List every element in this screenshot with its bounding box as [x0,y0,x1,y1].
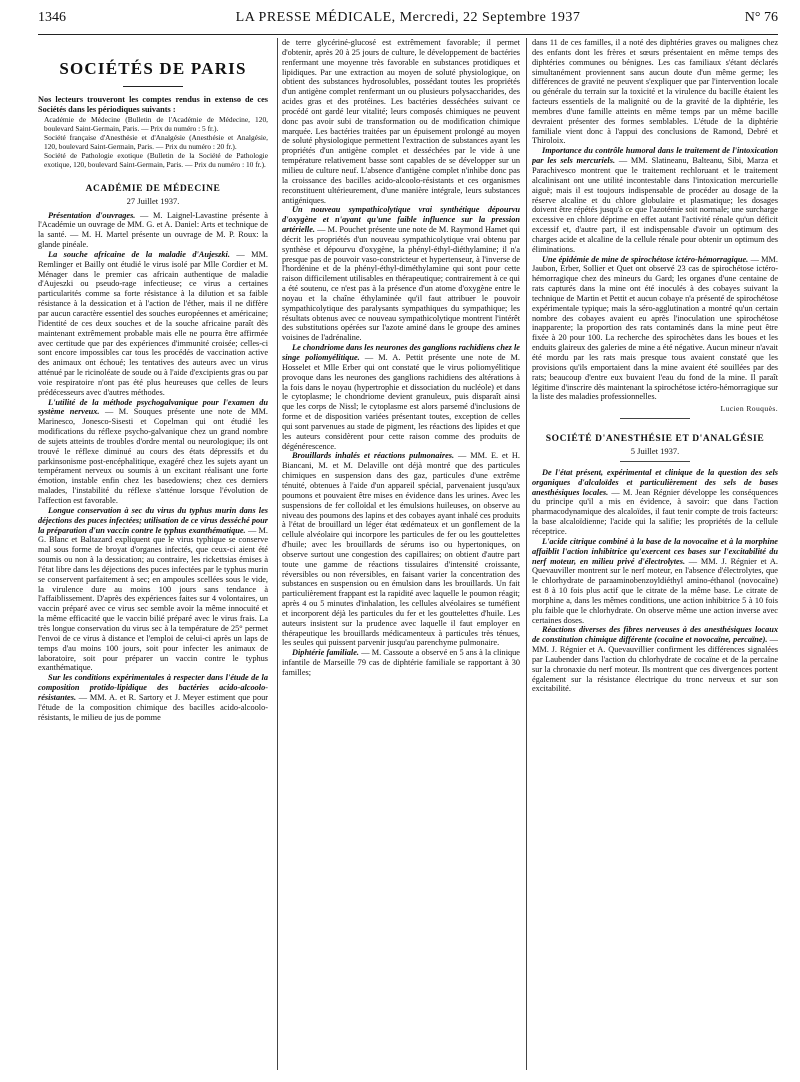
article-body: dans 11 de ces familles, il a noté des diphtéries graves ou malignes chez des enfants dont les frères et sœurs présentaient en même temps des diphtéries communes ou bénignes. Les cas familiaux s'étant déclarés simultanément proviennent sans aucun doute d'un même germe; les différences de gravité ne peuvent s'expliquer que par l'intervention locale ou générale du terrain sur la toxicité et la virulence du bacille étaient les facteurs essentiels de la malignité ou de la gravité de la diphtérie, les membres d'une famille atteints en même temps par un même bacille devraient présenter des formes semblables. L'étude de la diphtérie familiale vient donc à l'appui des conclusions de Ramond, Debré et Thiroloix. [532,38,778,146]
article-title: Réactions diverses des fibres nerveuses à des anesthésiques locaux de constitution chimique différente (cocaïne et novocaïne, percaïne). [532,625,778,645]
article-paragraph [532,468,778,537]
article-title: La souche africaine de la maladie d'Aujeszki. [48,249,230,259]
article-body: — MM. J. Régnier et A. Quevauvillier confirment les différences signalées par Laubender dans l'action du chlorhydrate de cocaïne et de la percaïne sur la chronaxie du nerf moteur. Ils montrent que ces divergences portent également sur la résistance électrique du tronc nerveux et sur son excitabilité. [532,635,778,694]
article-paragraph [282,648,520,678]
article-paragraph [532,537,778,626]
article-paragraph [38,250,268,398]
article-paragraph [38,506,268,673]
article-paragraph [38,398,268,506]
article-paragraph [282,205,520,343]
column-3-body [532,38,778,402]
article-body: — M. Souques présente une note de MM. Marinesco, Jonesco-Sisesti et Copelman qui ont étudié les modifications du réflexe psycho-galvanique chez un grand nombre de sujets atteints de troubles d'ordre mental ou neurologique; ils ont trouvé le réflexe diminué au cours des états dépressifs et du parkinsonisme post-encéphalitique, exagéré chez les sujets ayant un tempérament nerveux ou soumis à un excitant réalisant une forte émotion, instable enfin chez les basedowiens; chez ces derniers malades, l'instabilité du réflexe s'atténue lorsque l'évolution de l'affection est favorable. [38,407,268,505]
masthead: SOCIÉTÉS DE PARIS [59,59,247,78]
article-paragraph [532,625,778,694]
article-columns [38,38,778,1076]
article-title: Une épidémie de mine de spirochétose ictéro-hémorragique. [542,254,749,264]
article-body: — MM. E. et H. Biancani, M. et M. Delaville ont déjà montré que des particules chimiques en suspension dans des gaz, particules d'une extrême ténuité, obtenues à l'aide d'un appareil spécial, parvenaient jusqu'aux poumons et pouvaient être mises en évidence dans les urines. Avec les suspensions de fer colloïdal et les émulsions huileuses, on observe au niveau des poumons des lapins et des cobayes ayant inhalé ces produits à l'état de brouillard un léger état œdémateux et un gonflement de la cellule alvéolaire qui incorpore les particules de fer ou les gouttelettes d'huile; avec les brouillards de sérums iso ou hypertoniques, on observe surtout une congestion des capillaires; on obtient d'autre part toute une gamme de réactions tissulaires d'intensité croissante, réversibles ou non réversibles, en faisant varier la concentration des substances en suspension ou en émulsion dans les brouillards. Un fait particulièrement frappant est la rapidité avec laquelle le poumon réagit; après 4 ou 5 minutes d'inhalation, les cellules alvéolaires se tuméfient et incorporent déjà les particules du fer et les gouttelettes d'huile. Les auteurs insistent sur la prudence avec laquelle il faut employer en thérapeutique les brouillards médicamenteux à particules très ténues, les seules qui puissent parvenir jusqu'au parenchyme pulmonaire. [282,451,520,648]
section-rule [620,461,690,462]
article-paragraph [532,255,778,403]
article-body: — MM. A. et R. Sartory et J. Meyer estiment que pour l'étude de la composition chimique des bacilles acido-alcoolo-résistants, le milieu de jus de pomme [38,692,268,722]
article-paragraph [532,146,778,254]
article-title: Le chondriome dans les neurones des ganglions rachidiens chez le singe poliomyélitique. [282,343,520,362]
journal-title: LA PRESSE MÉDICALE, Mercredi, 22 Septembre 1937 [235,10,581,25]
article-paragraph [282,343,520,451]
column-1-body [38,211,268,723]
section-date-2: 5 Juillet 1937. [630,446,680,457]
article-body: — M. A. Pettit présente une note de M. Hosselet et Mlle Erber qui ont constaté que le virus poliomyélitique provoque dans les neurones des ganglions rachidiens des altérations à la fois dans le noyau (hypertrophie et dissociation du nucléole) et dans le cytoplasme; le chondriome devient granuleux, puis disparaît ainsi que les corps de Nissl; le cytoplasme est alors parsemé d'inclusions de forme et de disposition variées présentant toutes, exception de celles qui sont parvenues au stade de pigment, les réactions des lipides et que les auteurs considèrent pour cette raison comme des produits de dégénérescence. [282,353,520,451]
article-body: — M. Cassoute a observé en 5 ans à la clinique infantile de Marseille 79 cas de diphtérie familiale se rapportant à 30 familles; [282,648,520,677]
article-paragraph [282,38,520,205]
publication-entry: Société française d'Anesthésie et d'Analgésie (Anesthésie et Analgésie, 120, boulevard Saint-Germain, Paris. — Prix du numéro : 20 fr.). [44,132,268,151]
article-title: Un nouveau sympathicolytique vrai synthétique dépourvu d'oxygène et n'ayant qu'une faible influence sur la pression artérielle. [282,205,520,235]
article-title: Longue conservation à sec du virus du typhus murin dans les déjections des puces infectées; utilisation de ce virus desséché pour la préparation d'un vaccin contre le typhus exanthématique. [38,505,268,535]
article-body: de terre glycériné-glucosé est extrêmement favorable; il permet d'obtenir, après 20 à 25 jours de culture, le développement de bactéries renfermant une moyenne très favorable en substances protidiques et lipidiques. Par une extraction au moyen de soluté physiologique, on obtient des substances hydrosolubles, possédant toutes les propriétés d'un antigène complet renfermant un ou plusieurs polysaccharides, des acides gras et des protéines. Les bactéries desséchées suivant ce procédé ont gardé leur vitalité; leurs composés chimiques ne peuvent donc pas avoir subi de transformation ou de modification chimique marquée. Les bactéries traitées par un épuisement prolongé au moyen de soluté physiologique permettent l'extraction de substances ayant les propriétés d'un antigène complet et desséchées par le vide à une température relativement basse sont capables de se développer sur un milieu de culture neuf. L'absence d'antigène complet n'inhibe donc pas la croissance des bacilles acido-alcoolo-résistants et ces organismes reconstituent ultérieurement, d'une manière intégrale, leurs substances antigéniques. [282,38,520,205]
column-2-body [282,38,520,678]
column-1 [38,38,268,1076]
publications-list [38,115,268,169]
article-body: — M. G. Blanc et Baltazard expliquent que le virus typhique se conserve mal sous forme de broyat d'organes infectés, que ceux-ci aient été soumis ou non à la dessication; au contraire, les rickettsias émises à l'état libre dans les déjections des puces infectées par le typhus murin se conservent parfaitement à sec; en ampoules scellées sous le vide, la virulence dure au moins 100 jours sans tendance à l'affaiblissement. D'après des expériences faites sur 4 volontaires, un vaccin préparé avec ce virus sec semble avoir la même innocuité et la même efficacité que le vaccin bilié préparé avec le virus frais. La très longue conservation du virus sec à la température de 25° permet l'envoi de ce virus à distance et l'emploi de celui-ci après un laps de temps d'au moins 100 jours, soit pour infecter les animaux de laboratoire, soit pour préparer un vaccin contre le typhus exanthématique. [38,525,268,673]
article-body: — MM. Jaubon, Erber, Sollier et Quet ont observé 23 cas de spirochétose ictéro-hémorragique chez des mineurs du Gard; les organes d'une centaine de rats capturés dans la mine ont été inoculés à des cobayes suivant la technique de Martin et Pettit et aucun cobaye n'a présenté de spirochétose expérimentale typique; mais la séro-agglutination a montré qu'un certain nombre des cobayes avaient eu après l'inoculation une spirochétose inapparente; la proportion des rats contaminés dans la mine peut être fixée à 20 pour 100. La recherche des spirochètes dans les boues et les enduits glaireux des galeries de mine a été négative. Aucun mineur n'avait été mordu par les rats mais presque tous avaient constaté que les provisions qu'ils emportaient dans la mine avaient été souillées par des rats; beaucoup d'entre eux buvaient l'eau du fond de la mine. Il paraît légitime d'inscrire dès maintenant la spirochétose ictéro-hémorragique sur la liste des maladies professionnelles. [532,254,778,402]
article-title: L'acide citrique combiné à la base de la novocaïne et à la morphine affaiblit l'action inhibitrice qu'exercent ces bases sur l'excitabilité du nerf moteur, en milieu privé d'électrolytes. [532,536,778,566]
publication-entry: Académie de Médecine (Bulletin de l'Académie de Médecine, 120, boulevard Saint-Germain, Paris. — Prix du numéro : 5 fr.). [44,114,268,133]
column-2 [282,38,520,1076]
article-paragraph [38,673,268,722]
header-rule [38,34,778,35]
article-title: Présentation d'ouvrages. [48,210,136,220]
masthead-rule [123,86,183,87]
publication-entry: Société de Pathologie exotique (Bulletin de la Société de Pathologie exotique, 120, boulevard Saint-Germain, Paris. — Prix du numéro : 10 fr.). [44,150,268,169]
article-title: L'utilité de la méthode psychogalvanique pour l'examen du système nerveux. [38,397,268,417]
section-title: ACADÉMIE DE MÉDECINE [85,183,221,194]
section-rule [620,418,690,419]
article-title: Sur les conditions expérimentales à respecter dans l'étude de la composition protido-lipidique des bactéries acido-alcoolo-résistantes. [38,673,268,702]
article-paragraph [532,38,778,146]
column-3-body-2 [532,468,778,694]
article-paragraph [282,451,520,648]
issue-number: N° 76 [744,10,778,25]
article-body: — MM. Slatineanu, Balteanu, Sibi, Marza et Parachivesco montrent que le traitement rechloruant et le traitement alcalinisant ont une utilité incontestable dans l'intoxication mercurielle aiguë; mais il est toujours indispensable de procéder au dosage de la réserve alcaline et du chlore globulaire et plasmatique; les dosages doivent être répétés jusqu'à ce que l'azotémie soit normale; une surcharge excessive en chlore déprime en effet autant l'activité rénale qu'un déficit excessif et, d'autre part, il est indispensable d'avoir un optimum des charges acide et alcaline de la cellule rénale pour obtenir un optimum des éliminations. [532,156,778,254]
article-paragraph [38,211,268,250]
article-body: — M. Jean Régnier développe les conséquences du principe qu'il a mis en évidence, à savoir: que dans l'action pharmacodynamique des alcaloïdes, il faut tenir compte de trois facteurs: la base alcaloïdienne; l'acide qui la salifie; les propriétés de la cellule réceptrice. [532,487,778,536]
column-3 [532,38,778,1076]
article-body: — M. Pouchet présente une note de M. Raymond Hamet qui décrit les propriétés d'un nouveau sympathicolytique vrai obtenu par synthèse et dépourvu d'oxygène, la phényl-éthyl-diéthylamine; il n'a presque pas de pouvoir vaso-constricteur et hypertenseur, à l'inverse de l'hordénine et de la phényl-éthyl-diméthylamine qui sont pour cette raison difficilement utilisables en thérapeutique; contrairement à ce qui a été soutenu, ce n'est pas à la présence d'un atome d'oxygène entre le noyau et la chaîne éthylaminée qu'il faut attribuer le pouvoir sympathicolytique des paralysants sympathiques du sympathique; les résultats obtenus avec ce nouveau sympathicolytique montrent l'intérêt des substitutions opérées sur l'azote aminé dans le groupe des amines voisines de l'adrénaline. [282,225,520,343]
article-body: — MM. Remlinger et Bailly ont étudié le virus isolé par Mlle Cordier et M. Ménager dans le premier cas africain authentique de maladie d'Aujeszki ou pseudo-rage infectieuse; ce virus a certaines particularités comme sa forte résistance à la dilution et sa faible résistance à la dessication et à l'action de l'éther, mais il ne diffère par aucun caractère essentiel des souches européennes et américaine; l'identité de ces deux souches et de la souche africaine paraît dès maintenant extrêmement probable mais elle ne pourra être affirmée avec certitude que par des expériences d'immunité croisée; celles-ci sont encore impossibles car tous les procédés de vaccination active des animaux ont échoué; les tentatives des auteurs avec un virus atténué par le ricinoléate de soude ou à l'aide d'excipients gras ou par voie respiratoire n'ont pas été plus heureuses que celles de leurs prédécesseurs avec d'autres méthodes. [38,249,268,397]
signature: Lucien Rouquès. [720,404,778,414]
page-header [38,10,778,30]
article-body: — MM. J. Régnier et A. Quevauviller montrent sur le nerf moteur, en l'absence d'électrolytes, que le chlorhydrate de paraaminobenzoyldiéthyl amino-éthanol (novocaïne) est 8 à 10 fois plus actif que le citrate de la même base. Le citrate de morphine a, dans les mêmes conditions, une action inhibitrice 5 à 10 fois plu faible que le chlorhydrate. On observe même une action inverse avec certaines doses. [532,556,778,625]
article-body: — M. Laignel-Lavastine présente à l'Académie un ouvrage de MM. G. et A. Daniel: Arts et technique de la santé. — M. H. Martel présente un ouvrage de M. P. Roux: la glande pinéale. [38,210,268,250]
page-number: 1346 [38,10,66,25]
section-date: 27 Juillet 1937. [126,195,180,206]
article-title: Importance du contrôle humoral dans le traitement de l'intoxication par les sels mercuriels. [532,146,778,166]
article-title: De l'état présent, expérimental et clinique de la question des sels organiques d'alcaloïdes et particulièrement des sels de bases anesthésiques locales. [532,467,778,497]
article-title: Diphtérie familiale. [292,648,359,658]
section-title-2: SOCIÉTÉ D'ANESTHÉSIE ET D'ANALGÉSIE [545,434,765,445]
intro-text: Nos lecteurs trouveront les comptes rendus in extenso de ces Sociétés dans les périodiques suivants : [38,95,268,114]
article-title: Brouillards inhalés et réactions pulmonaires. [292,451,455,461]
